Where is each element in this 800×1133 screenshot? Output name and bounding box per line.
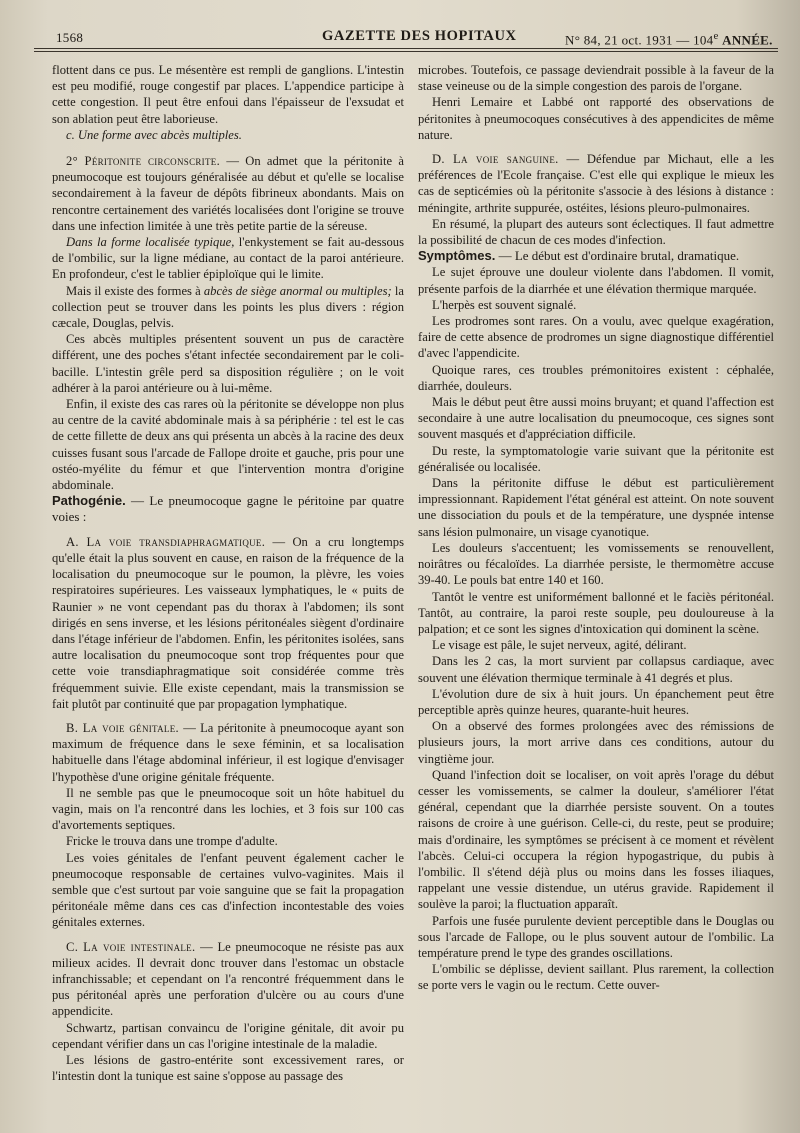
paragraph-text: — Défendue par Michaut, elle a les préférences de l'Ecole française. C'est elle qui explique le mieux les cas de septicémies où la péritonite s'associe à des lésions à distance : méningite, arthrite suppurée, ostéites, lésions pleuro-pulmonaires. [418,152,774,215]
paragraph [52,939,404,1020]
paragraph: L'évolution dure de six à huit jours. Un épanchement peut être perceptible après quinze heures, quarante-huit heures. [418,686,774,717]
paragraph: Dans les 2 cas, la mort survient par collapsus cardiaque, avec souvent une élévation thermique terminale à 41 degrés et plus. [418,654,774,685]
paragraph: Les prodromes sont rares. On a voulu, avec quelque exagération, faire de cette absence de prodromes un signe diagnostique différentiel d'avec l'appendicite. [418,314,774,361]
heading-text: — Le pneumocoque gagne le péritoine par quatre voies : [52,493,404,525]
issue-line [565,30,773,48]
paragraph: Quoique rares, ces troubles prémonitoires existent : céphalée, diarrhée, douleurs. [418,362,774,393]
italic-lead: Dans la forme localisée typique, [66,235,235,250]
paragraph: L'ombilic se déplisse, devient saillant. Plus rarement, la collection se porte vers le vagin ou le rectum. Cette ouver- [418,962,774,993]
heading-label: Symptômes. [418,248,496,264]
header-rule-bottom [34,51,778,52]
paragraph: Fricke le trouva dans une trompe d'adulte. [66,834,278,849]
paragraph [52,720,404,785]
page-number: 1568 [56,30,84,45]
paragraph: Le visage est pâle, le sujet nerveux, agité, délirant. [432,638,687,653]
paragraph: flottent dans ce pus. Le mésentère est rempli de ganglions. L'intestin est peu modifié, rouge congestif par places. L'appendice participe à cette congestion. Il peut être enfoui dans l'épaisseur de l'exsudat et son ablation peut être laborieuse. [52,63,404,126]
paragraph: Henri Lemaire et Labbé ont rapporté des observations de péritonites à pneumocoques consécutives à des appendicites de même nature. [418,95,774,142]
paragraph: Le sujet éprouve une douleur violente dans l'abdomen. Il vomit, présente parfois de la diarrhée et une élévation thermique marquée. [418,265,774,296]
paragraph: Les douleurs s'accentuent; les vomissements se renouvellent, noirâtres ou fécaloïdes. La diarrhée persiste, le thermomètre accuse 39-40. Le pouls bat entre 140 et 160. [418,540,774,588]
paragraph [52,283,404,332]
paragraph: Mais le début peut être aussi moins bruyant; et quand l'affection est secondaire à une autre localisation du pneumocoque, ces signes sont souvent masqués et d'appréciation difficile. [418,395,774,442]
paragraph: En résumé, la plupart des auteurs sont éclectiques. Il faut admettre la possibilité de chacun de ces modes d'infection. [418,216,774,248]
paragraph: Tantôt le ventre est uniformément ballonné et le faciès péritonéal. Tantôt, au contraire, la paroi reste souple, peu douloureuse à la palpation; et ce sont les signes d'intoxication qui dominent la scène. [418,589,774,636]
heading-label: Pathogénie. [52,493,126,509]
section-heading-symptomes [418,248,774,264]
subsection-lead: C. La voie intestinale. [66,939,196,954]
paragraph: Quand l'infection doit se localiser, on voit après l'orage du début cesser les vomissements, se calmer la douleur, s'améliorer l'état général, cependant que la diarrhée persiste souvent. On a toutes raisons de croire à une guérison. Celle-ci, du reste, peut se produire; mais d'ordinaire, les symptômes se précisent à ce moment et révèlent l'abcès. Celui-ci occupera la région hypogastrique, du pubis à l'ombilic. Il s'étend déjà plus ou moins dans les fosses iliaques, rappelant une vessie distendue, un utérus gravide. Rapidement il soulève la paroi; la fluctuation apparaît. [418,767,774,912]
paragraph: Il ne semble pas que le pneumocoque soit un hôte habituel du vagin, mais on l'a rencontré dans les lochies, et 3 fois sur 100 cas d'avortements septiques. [52,785,404,833]
paragraph-text: la collection peut se trouver dans les points les plus divers : région cæcale, Douglas, pelvis. [52,283,404,331]
paragraph-text: l'enkystement se fait au-dessous de l'ombilic, sur la ligne médiane, au contact de la paroi antérieure. En profondeur, c'est le tablier épiploïque qui le limite. [52,235,404,282]
right-column [418,62,774,1127]
heading-text: — Le début est d'ordinaire brutal, dramatique. [495,248,740,264]
subtitle-form-abces: c. Une forme avec abcès multiples. [66,127,242,142]
subsection-lead: B. La voie génitale. [66,720,179,735]
paragraph: Parfois une fusée purulente devient perceptible dans le Douglas ou sous l'arcade de Fallope, ou le plus souvent autour de l'ombilic. La température prend le type des grandes oscillations. [418,913,774,960]
section-heading-pathogenie [52,493,404,525]
paragraph: Les lésions de gastro-entérite sont excessivement rares, or l'intestin dont la tunique est saine s'oppose au passage des [52,1052,404,1084]
paragraph: Dans la péritonite diffuse le début est particulièrement impressionnant. Rapidement l'état général est atteint. On note souvent une dissociation du pouls et de la température, une dyspnée intense sans lésion pulmonaire, un visage cyanotique. [418,476,774,539]
paragraph: Enfin, il existe des cas rares où la péritonite se développe non plus au centre de la cavité abdominale mais à sa périphérie : tel est le cas de cette fillette de deux ans qui présenta un abcès à la racine des deux cuisses fusant sous l'arcade de Fallope droite et gauche, pris pour une ostéo-myélite du fémur et que l'intervention montra d'origine abdominale. [52,397,404,493]
paragraph-text: — On admet que la péritonite à pneumocoque est toujours généralisée au début et qu'elle se localise secondairement à la faveur de dépôts fibrineux abondants. Mais on rencontre certainement des variétés localisées dont l'origine se trouve dans une infection limitée à une très petite partie de la séreuse. [52,154,405,233]
header-rule-top [34,48,778,49]
paragraph: L'herpès est souvent signalé. [432,297,577,312]
paragraph [52,534,404,712]
issue-number: N° 84, 21 oct. 1931 — 104 [565,32,714,48]
subsection-lead: D. La voie sanguine. [432,152,559,167]
paragraph: Les voies génitales de l'enfant peuvent également cacher le pneumocoque responsable de certaines vulvo-vaginites. Mais il semble que c'est surtout par voie sanguine que se fait la propagation péritonéale même dans ces cas d'infection incontestable des voies génitales externes. [52,850,404,930]
paragraph: Schwartz, partisan convaincu de l'origine génitale, dit avoir pu cependant vérifier dans un cas l'origine intestinale de la maladie. [52,1020,404,1051]
journal-title: GAZETTE DES HOPITAUX [322,28,517,44]
paragraph: microbes. Toutefois, ce passage deviendrait possible à la faveur de la stase veineuse ou de la simple congestion des parois de l'organe. [418,63,774,94]
paragraph [52,127,404,143]
left-column [52,62,404,1127]
paragraph-text: — Le pneumocoque ne résiste pas aux milieux acides. Il devrait donc trouver dans l'estomac un obstacle infranchissable; et cependant on l'a rencontré fréquemment dans le pus péritonéal après une perforation d'ulcère ou au cours d'une appendicite. [52,939,404,1019]
subsection-lead: A. La voie transdiaphragmatique. [66,534,266,549]
paragraph [418,151,774,216]
paragraph [52,234,404,283]
paragraph: Ces abcès multiples présentent souvent un pus de caractère différent, une des poches s'étant infectée secondairement par le coli-bacille. L'intestin grêle perd sa disposition régulière ; on le voit adhérer à la paroi antérieure ou à lui-même. [52,332,404,395]
paragraph-text: Mais il existe des formes à [66,283,204,298]
issue-superscript: e [713,30,719,42]
paragraph [52,153,404,234]
paragraph: Du reste, la symptomatologie varie suivant que la péritonite est généralisée ou localisée. [418,443,774,474]
paragraph-text: — On a cru longtemps qu'elle était la plus souvent en cause, en raison de la fréquence de la localisation du pneumocoque sur le poumon, la plèvre, les voies respiratoires supérieures. Les vaisseaux lymphatiques, le « puits de Raunier » ne vont cependant pas du thorax à l'abdomen; ils sont dirigés en sens inverse, et les lésions péritonéales siègent d'ordinaire dans l'étage inférieur de l'abdomen. Enfin, les péritonites isolées, sans autre localisation du pneumocoque sont trop fréquentes pour que cette voie transdiaphragmatique soit considérée comme très fréquemment suivie. Elle existe cependant, mais la transmission se fait plutôt par continuité que par propagation lymphatique. [52,534,404,711]
page-header [30,24,782,46]
italic-phrase: abcès de siège anormal ou multiples; [203,283,392,298]
paragraph: On a observé des formes prolongées avec des rémissions de plusieurs jours, la mort arrive dans ces conditions, autour du vingtième jour. [418,719,774,766]
section-lead: 2° Péritonite circonscrite. [66,154,221,169]
paragraph-text: — La péritonite à pneumocoque ayant son maximum de fréquence dans le sexe féminin, et sa localisation habituelle dans l'étage abdominal inférieur, il est logique d'envisager l'hypothèse d'une origine génitale fréquente. [52,720,404,784]
issue-annee: ANNÉE. [722,32,773,48]
